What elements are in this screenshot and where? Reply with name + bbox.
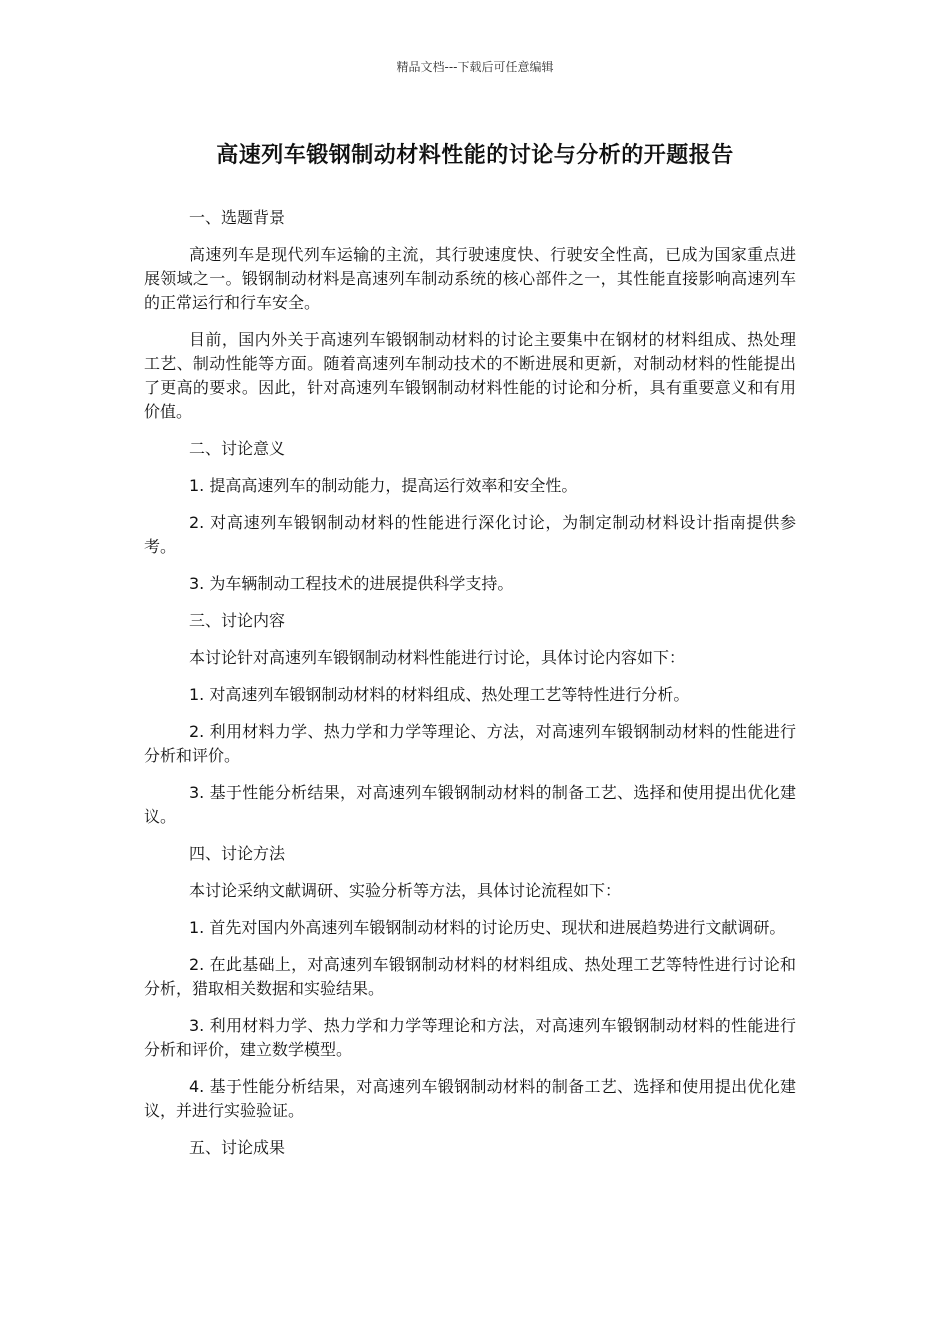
list-item: 2. 利用材料力学、热力学和力学等理论、方法，对高速列车锻钢制动材料的性能进行分析和评价。	[144, 722, 796, 765]
list-item: 1. 首先对国内外高速列车锻钢制动材料的讨论历史、现状和进展趋势进行文献调研。	[189, 918, 786, 937]
list-item: 3. 为车辆制动工程技术的进展提供科学支持。	[189, 574, 514, 593]
section-heading-method: 四、讨论方法	[189, 844, 286, 863]
list-item: 1. 提高高速列车的制动能力，提高运行效率和安全性。	[189, 476, 578, 495]
document-title: 高速列车锻钢制动材料性能的讨论与分析的开题报告	[216, 143, 734, 168]
list-item: 2. 在此基础上，对高速列车锻钢制动材料的材料组成、热处理工艺等特性进行讨论和分析，猎取相关数据和实验结果。	[144, 955, 796, 998]
paragraph: 本讨论针对高速列车锻钢制动材料性能进行讨论，具体讨论内容如下：	[189, 648, 686, 667]
list-item: 1. 对高速列车锻钢制动材料的材料组成、热处理工艺等特性进行分析。	[189, 685, 690, 704]
section-heading-results: 五、讨论成果	[189, 1138, 286, 1157]
list-item: 2. 对高速列车锻钢制动材料的性能进行深化讨论，为制定制动材料设计指南提供参考。	[144, 513, 796, 556]
section-heading-content: 三、讨论内容	[189, 611, 286, 630]
section-heading-background: 一、选题背景	[189, 208, 286, 227]
paragraph: 本讨论采纳文献调研、实验分析等方法，具体讨论流程如下：	[189, 881, 622, 900]
page-header-note: 精品文档---下载后可任意编辑	[396, 60, 554, 74]
list-item: 3. 基于性能分析结果，对高速列车锻钢制动材料的制备工艺、选择和使用提出优化建议。	[144, 783, 796, 826]
list-item: 4. 基于性能分析结果，对高速列车锻钢制动材料的制备工艺、选择和使用提出优化建议，并进行实验验证。	[144, 1077, 796, 1120]
section-heading-significance: 二、讨论意义	[189, 439, 286, 458]
document-body	[144, 206, 796, 1173]
paragraph: 高速列车是现代列车运输的主流，其行驶速度快、行驶安全性高，已成为国家重点进展领域之一。锻钢制动材料是高速列车制动系统的核心部件之一，其性能直接影响高速列车的正常运行和行车安全。	[144, 245, 796, 312]
list-item: 3. 利用材料力学、热力学和力学等理论和方法，对高速列车锻钢制动材料的性能进行分析和评价，建立数学模型。	[144, 1016, 796, 1059]
paragraph: 目前，国内外关于高速列车锻钢制动材料的讨论主要集中在钢材的材料组成、热处理工艺、制动性能等方面。随着高速列车制动技术的不断进展和更新，对制动材料的性能提出了更高的要求。因此，针对高速列车锻钢制动材料性能的讨论和分析，具有重要意义和有用价值。	[144, 330, 796, 421]
